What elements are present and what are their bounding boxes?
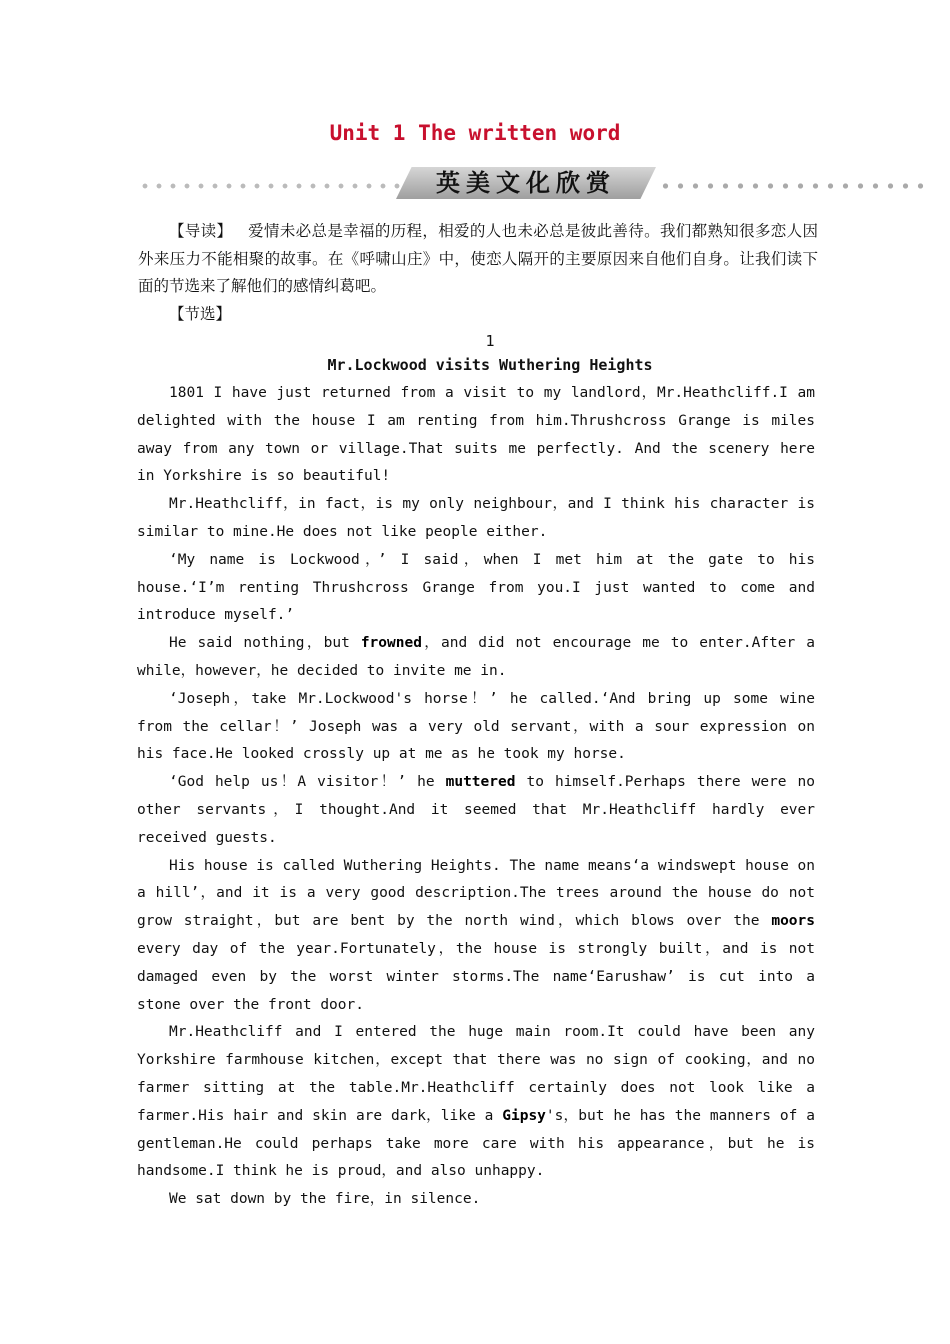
paragraph: 1801 I have just returned from a visit to my landlord，Mr.Heathcliff.I am delighted with the house I am renting from him.Thrushcross Grange is miles away from any town or village.That suits me perfectly. And the scenery here in Yorkshire is so beautiful! xyxy=(137,385,815,485)
paragraph-text: 's，but he has the manners of a gentleman.He could perhaps take more care with his appearance，but he is handsome.I think he is proud，and also unhappy. xyxy=(137,1107,815,1180)
banner-dots-right xyxy=(658,182,928,190)
paragraph xyxy=(137,853,815,1020)
intro-block xyxy=(138,218,818,328)
paragraph-text: ‘God help us！A visitor！’ he xyxy=(169,774,446,791)
paragraph: ‘Joseph，take Mr.Lockwood's horse！’ he called.‘And bring up some wine from the cellar！’ Joseph was a very old servant，with a sour expression on his face.He looked crossly up at me as he took my horse. xyxy=(137,690,815,763)
chapter-title: Mr.Lockwood visits Wuthering Heights xyxy=(327,356,653,374)
paragraph-text: ，and did not encourage me to enter.After a while，however，he decided to invite me in. xyxy=(137,635,815,679)
banner-title: 英美文化欣赏 xyxy=(436,169,616,197)
story-text xyxy=(137,380,815,1214)
excerpt-label: 【节选】 xyxy=(169,304,232,323)
unit-title: Unit 1 The written word xyxy=(329,121,621,145)
paragraph-text: Mr.Heathcliff and I entered the huge main room.It could have been any Yorkshire farmhouse kitchen，except that there was no sign of cooking，and no farmer sitting at the table.Mr.Heathcliff certainly does not look like a farmer.His hair and skin are dark，like a xyxy=(137,1024,815,1124)
paragraph: Mr.Heathcliff，in fact，is my only neighbour，and I think his character is similar to mine.He does not like people either. xyxy=(137,496,815,540)
paragraph xyxy=(137,630,815,686)
paragraph: ‘My name is Lockwood，’ I said，when I met him at the gate to his house.‘I’m renting Thrushcross Grange from you.I just wanted to come and introduce myself.’ xyxy=(137,551,815,624)
vocab-word: moors xyxy=(771,913,815,930)
banner-dots-left xyxy=(138,182,400,190)
vocab-word: muttered xyxy=(445,774,516,791)
paragraph-text: to himself.Perhaps there were no other servants，I thought.And it seemed that Mr.Heathcliff hardly ever received guests. xyxy=(137,774,815,846)
paragraph: We sat down by the fire，in silence. xyxy=(169,1191,481,1208)
paragraph-text: every day of the year.Fortunately，the house is strongly built，and is not damaged even by the worst winter storms.The name‘Earushaw’ is cut into a stone over the front door. xyxy=(137,940,815,1013)
paragraph xyxy=(137,769,815,852)
paragraph-text: He said nothing，but xyxy=(169,635,361,652)
section-banner xyxy=(138,164,928,204)
intro-label: 【导读】 xyxy=(169,222,233,240)
paragraph-text: His house is called Wuthering Heights. The name means‘a windswept house on a hill’，and it is a very good description.The trees around the house do not grow straight，but are bent by the north wind，which blows over the xyxy=(137,857,816,930)
chapter-number: 1 xyxy=(485,332,495,350)
vocab-word: frowned xyxy=(360,635,422,652)
intro-text: 爱情未必总是幸福的历程，相爱的人也未必总是彼此善待。我们都熟知很多恋人因外来压力不能相聚的故事。在《呼啸山庄》中，使恋人隔开的主要原因来自他们自身。让我们读下面的节选来了解他们的感情纠葛吧。 xyxy=(138,222,818,295)
paragraph xyxy=(137,1019,815,1186)
intro-paragraph xyxy=(138,218,818,301)
vocab-word: Gipsy xyxy=(502,1107,546,1124)
